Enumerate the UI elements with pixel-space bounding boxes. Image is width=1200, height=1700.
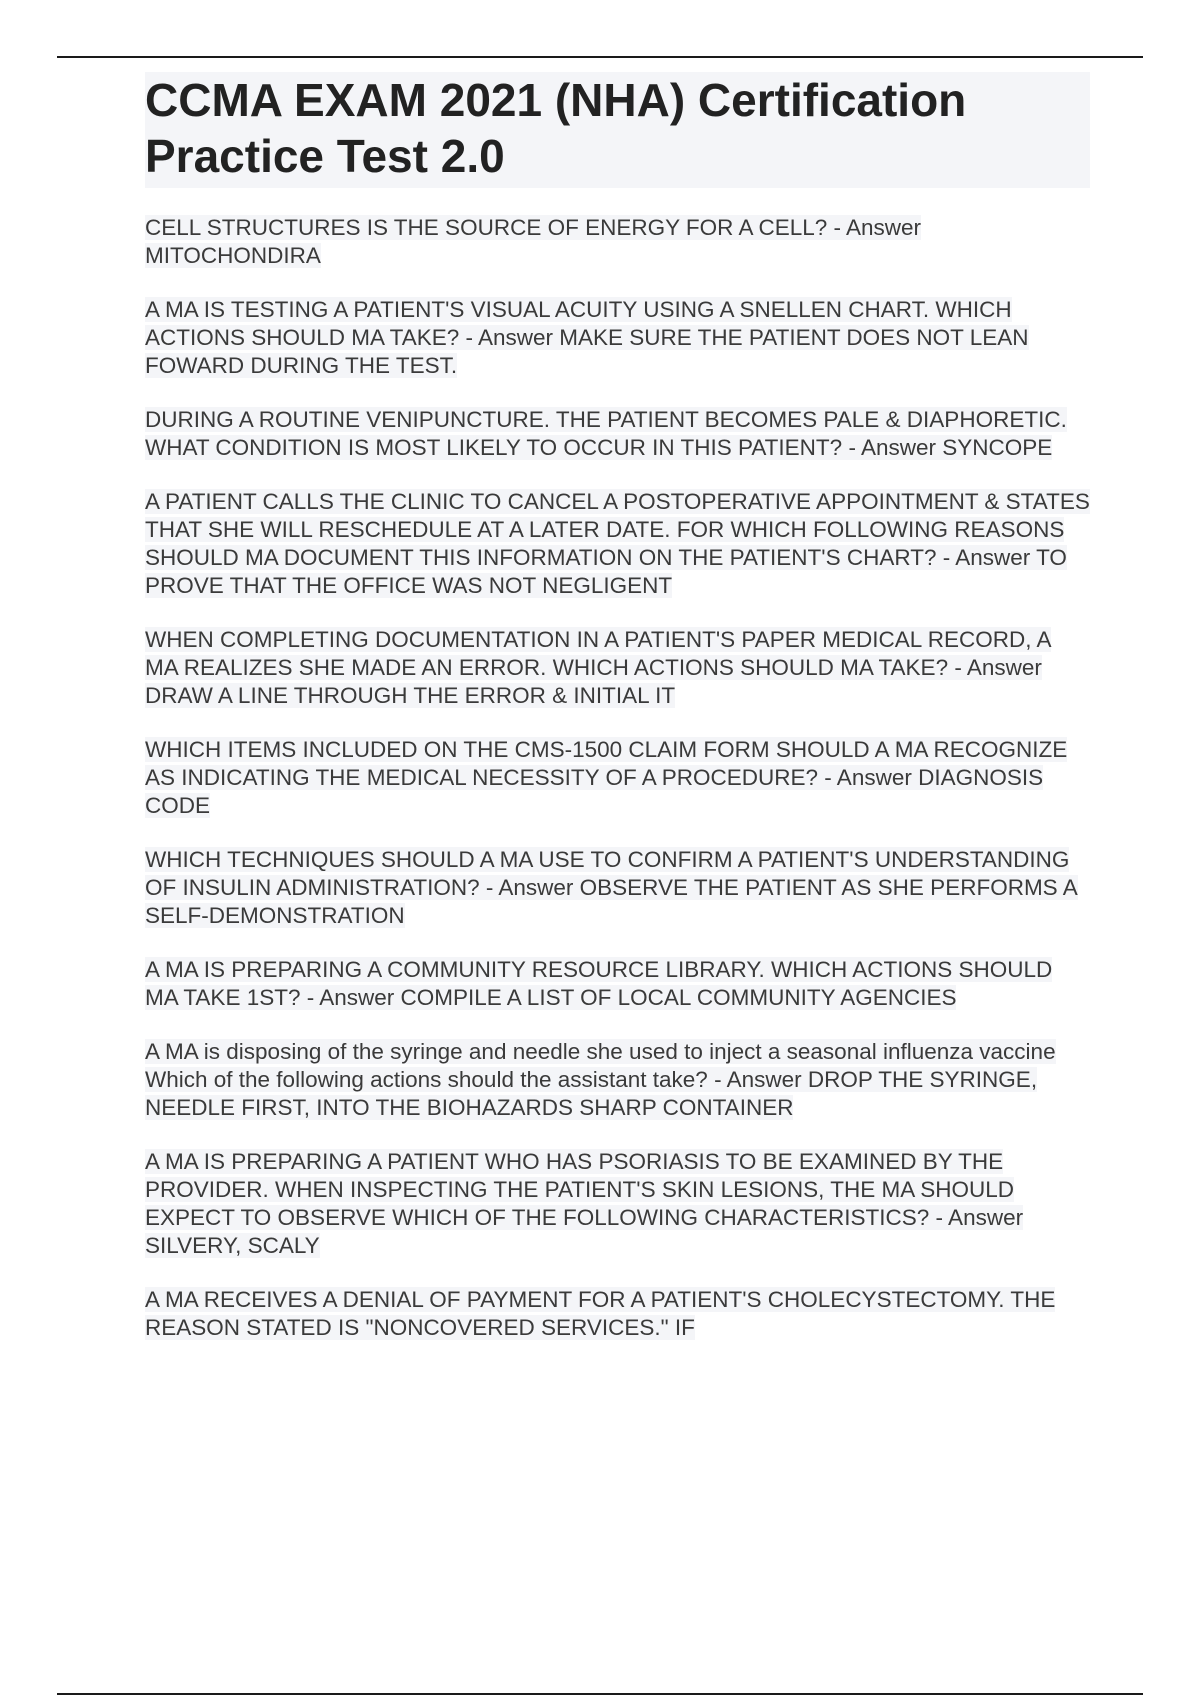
qa-text: A PATIENT CALLS THE CLINIC TO CANCEL A POSTOPERATIVE APPOINTMENT & STATES THAT SHE WILL RESCHEDULE AT A LATER DATE. FOR WHICH FOLLOWING REASONS SHOULD MA DOCUMENT THIS INFORMATION ON THE PATIENT'S CHART? - Answer TO PROVE THAT THE OFFICE WAS NOT NEGLIGENT [145,489,1090,598]
qa-text: CELL STRUCTURES IS THE SOURCE OF ENERGY FOR A CELL? - Answer MITOCHONDIRA [145,215,922,268]
qa-item-10 [145,1148,1090,1260]
qa-item-2 [145,296,1090,380]
qa-text: A MA IS TESTING A PATIENT'S VISUAL ACUITY USING A SNELLEN CHART. WHICH ACTIONS SHOULD MA TAKE? - Answer MAKE SURE THE PATIENT DOES NOT LEAN FOWARD DURING THE TEST. [145,297,1029,378]
qa-item-3 [145,406,1090,462]
qa-item-7 [145,846,1090,930]
qa-text: WHICH ITEMS INCLUDED ON THE CMS-1500 CLAIM FORM SHOULD A MA RECOGNIZE AS INDICATING THE MEDICAL NECESSITY OF A PROCEDURE? - Answer DIAGNOSIS CODE [145,737,1068,818]
document-title: CCMA EXAM 2021 (NHA) Certification Practice Test 2.0 [145,72,1090,188]
qa-text: A MA is disposing of the syringe and needle she used to inject a seasonal influenza vaccine Which of the following actions should the assistant take? - Answer DROP THE SYRINGE, NEEDLE FIRST, INTO THE BIOHAZARDS SHARP CONTAINER [145,1039,1056,1120]
qa-item-1 [145,214,1090,270]
qa-text: A MA IS PREPARING A COMMUNITY RESOURCE LIBRARY. WHICH ACTIONS SHOULD MA TAKE 1ST? - Answer COMPILE A LIST OF LOCAL COMMUNITY AGENCIES [145,957,1053,1010]
qa-item-6 [145,736,1090,820]
qa-text: A MA IS PREPARING A PATIENT WHO HAS PSORIASIS TO BE EXAMINED BY THE PROVIDER. WHEN INSPECTING THE PATIENT'S SKIN LESIONS, THE MA SHOULD EXPECT TO OBSERVE WHICH OF THE FOLLOWING CHARACTERISTICS? - Answer SILVERY, SCALY [145,1149,1024,1258]
qa-text: WHEN COMPLETING DOCUMENTATION IN A PATIENT'S PAPER MEDICAL RECORD, A MA REALIZES SHE MADE AN ERROR. WHICH ACTIONS SHOULD MA TAKE? - Answer DRAW A LINE THROUGH THE ERROR & INITIAL IT [145,627,1052,708]
qa-text: WHICH TECHNIQUES SHOULD A MA USE TO CONFIRM A PATIENT'S UNDERSTANDING OF INSULIN ADMINISTRATION? - Answer OBSERVE THE PATIENT AS SHE PERFORMS A SELF-DEMONSTRATION [145,847,1078,928]
qa-item-9 [145,1038,1090,1122]
document-body [145,72,1090,1368]
qa-text: DURING A ROUTINE VENIPUNCTURE. THE PATIENT BECOMES PALE & DIAPHORETIC. WHAT CONDITION IS MOST LIKELY TO OCCUR IN THIS PATIENT? - Answer SYNCOPE [145,407,1067,460]
bottom-rule [57,1693,1143,1695]
qa-item-5 [145,626,1090,710]
qa-item-4 [145,488,1090,600]
qa-text: A MA RECEIVES A DENIAL OF PAYMENT FOR A PATIENT'S CHOLECYSTECTOMY. THE REASON STATED IS "NONCOVERED SERVICES." IF [145,1287,1056,1340]
qa-item-11 [145,1286,1090,1342]
qa-item-8 [145,956,1090,1012]
top-rule [57,56,1143,58]
